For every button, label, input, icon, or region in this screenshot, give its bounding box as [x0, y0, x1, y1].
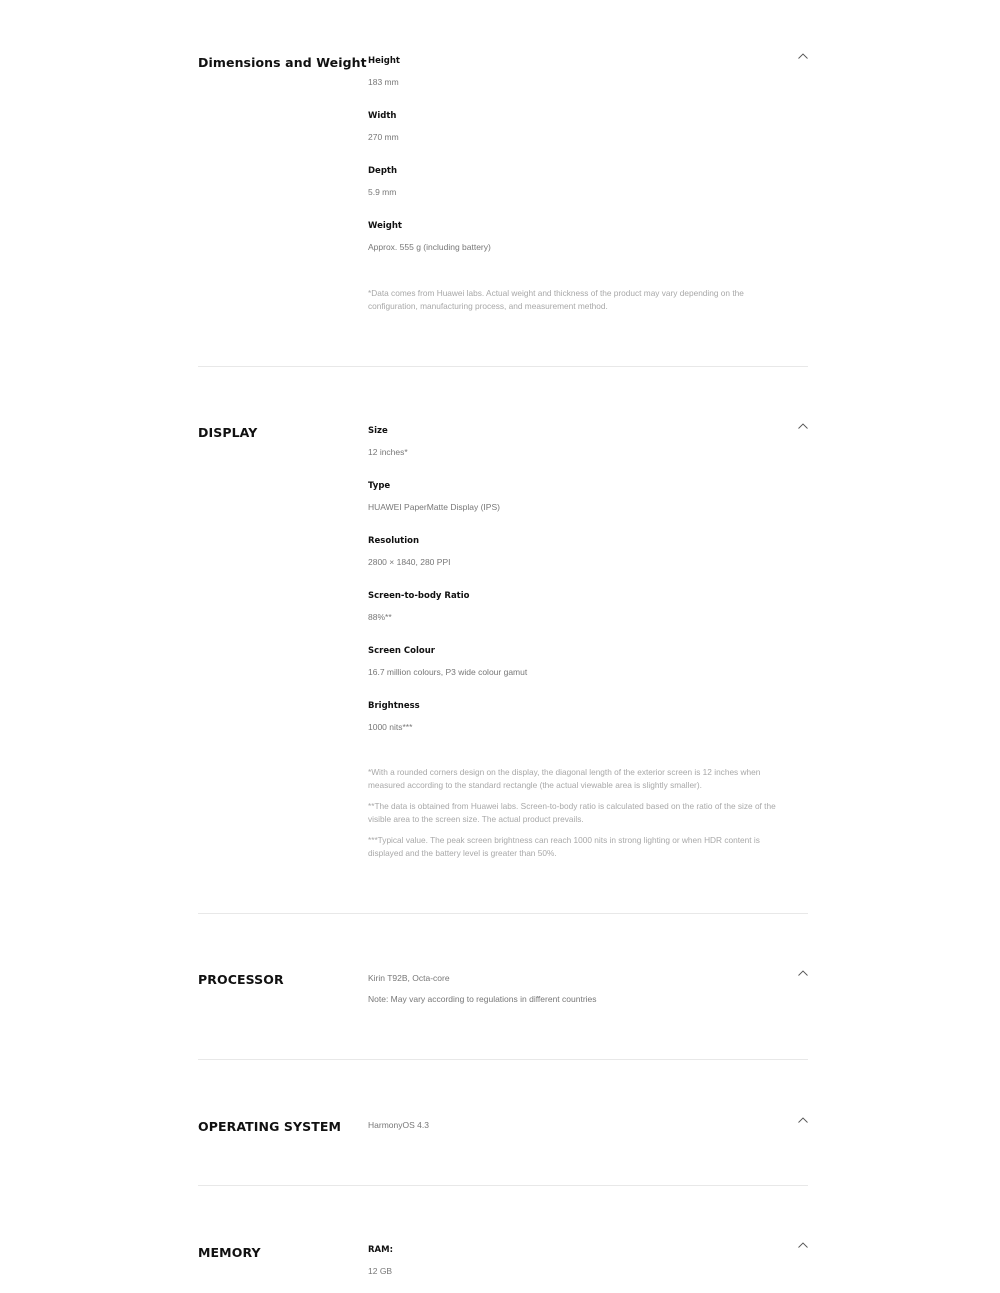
footnote: *With a rounded corners design on the display, the diagonal length of the exterior screen is 12 inches when measured according to the standard rectangle (the actual viewable area is slightly smaller).: [368, 767, 761, 790]
os-value: HarmonyOS 4.3: [368, 1120, 429, 1130]
footnote: *Data comes from Huawei labs. Actual weight and thickness of the product may vary depending on the configuration, manufacturing process, and measurement method.: [368, 288, 744, 311]
footnote: **The data is obtained from Huawei labs. Screen-to-body ratio is calculated based on the ratio of the size of the visible area to the screen size. The actual product prevails.: [368, 801, 776, 824]
spec-value-brightness: 1000 nits***: [368, 722, 413, 732]
section-title: PROCESSOR: [198, 972, 284, 987]
spec-label-size: Size: [368, 426, 388, 436]
section-divider: [198, 366, 808, 367]
spec-label-height: Height: [368, 56, 400, 66]
chevron-up-icon[interactable]: [798, 1117, 808, 1123]
spec-label-type: Type: [368, 481, 391, 491]
spec-value-resolution: 2800 × 1840, 280 PPI: [368, 557, 451, 567]
section-divider: [198, 913, 808, 914]
section-title: OPERATING SYSTEM: [198, 1119, 342, 1134]
spec-label-brightness: Brightness: [368, 701, 420, 711]
processor-note: Note: May vary according to regulations in different countries: [368, 994, 597, 1004]
footnote: ***Typical value. The peak screen brightness can reach 1000 nits in strong lighting or when HDR content is displayed and the battery level is greater than 50%.: [368, 835, 760, 858]
spec-label-ram: RAM:: [368, 1245, 393, 1255]
spec-value-screen-to-body-ratio: 88%**: [368, 612, 392, 622]
spec-label-depth: Depth: [368, 166, 398, 176]
chevron-up-icon[interactable]: [798, 970, 808, 976]
spec-label-screen-to-body-ratio: Screen-to-body Ratio: [368, 591, 470, 601]
spec-value-type: HUAWEI PaperMatte Display (IPS): [368, 502, 500, 512]
spec-value-screen-colour: 16.7 million colours, P3 wide colour gamut: [368, 667, 528, 677]
spec-value-weight: Approx. 555 g (including battery): [368, 242, 491, 252]
section-divider: [198, 1059, 808, 1060]
spec-label-resolution: Resolution: [368, 536, 420, 546]
section-title: DISPLAY: [198, 425, 258, 440]
section-title: Dimensions and Weight: [198, 55, 367, 70]
spec-value-height: 183 mm: [368, 77, 399, 87]
chevron-up-icon[interactable]: [798, 1242, 808, 1248]
section-divider: [198, 1185, 808, 1186]
chevron-up-icon[interactable]: [798, 53, 808, 59]
spec-value-ram: 12 GB: [368, 1266, 393, 1276]
section-title: MEMORY: [198, 1245, 261, 1260]
spec-value-width: 270 mm: [368, 132, 399, 142]
processor-value: Kirin T92B, Octa-core: [368, 973, 450, 983]
spec-value-depth: 5.9 mm: [368, 187, 397, 197]
spec-label-width: Width: [368, 111, 397, 121]
chevron-up-icon[interactable]: [798, 423, 808, 429]
spec-value-size: 12 inches*: [368, 447, 408, 457]
spec-label-weight: Weight: [368, 221, 402, 231]
spec-label-screen-colour: Screen Colour: [368, 646, 435, 656]
